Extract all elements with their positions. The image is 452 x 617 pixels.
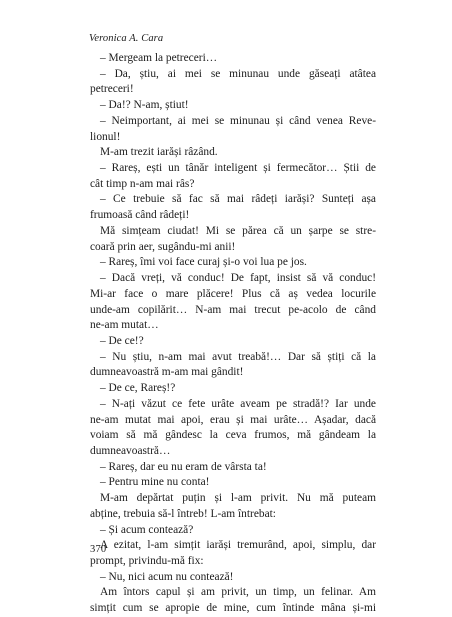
text-line: – De ce!? [100,334,144,347]
text-line: ne-am mutat mai apoi, erau și mai urâte… Așadar, dacă [90,413,376,426]
body-text [90,51,376,617]
text-line: – Da, știu, ai mei se minunau unde găseați atâtea [100,67,376,80]
text-line: M-am depărtat puțin și l-am privit. Nu mă puteam [100,492,376,505]
text-line: lionul! [90,130,121,143]
text-line: abține, trebuia să-l întreb! L-am întrebat: [90,507,276,520]
text-line: petreceri! [90,83,134,96]
text-line: voiam să mă gândesc la ceva frumos, mă gândeam la [90,429,376,442]
text-line: cât timp n-am mai râs? [90,177,195,190]
text-line: frumoasă când râdeți! [90,209,190,222]
text-line: – Rareș, ești un tânăr inteligent și fermecător… Știi de [100,162,376,175]
text-line: coară prin aer, sugându-mi anii! [90,240,236,253]
page-number: 370 [90,544,107,555]
text-line: – Neimportant, ai mei se minunau și când venea Reve- [100,114,376,127]
text-line: A ezitat, l-am simțit iarăși tremurând, apoi, simplu, dar [100,539,376,552]
text-line: – De ce, Rareș!? [100,382,176,395]
text-line: – Dacă vreți, vă conduc! De fapt, insist să vă conduc! [100,272,376,285]
text-line: ne-am mutat… [90,319,159,332]
text-line: – Nu, nici acum nu contează! [100,570,234,583]
text-line: Mi-ar face o mare plăcere! Plus că aș vedea locurile [90,287,376,300]
text-line: simțit cum se apropie de mine, cum întinde mâna și-mi [90,602,376,615]
text-line: M-am trezit iarăși râzând. [100,146,218,159]
text-line: unde-am copilărit… N-am mai trecut pe-acolo de când [90,303,376,316]
text-line: – Mergeam la petreceri… [100,52,218,64]
text-line: Mă simțeam ciudat! Mi se părea că un șarpe se stre- [100,224,376,237]
running-head: Veronica A. Cara [89,33,164,44]
text-line: – Rareș, dar eu nu eram de vârsta ta! [100,460,267,473]
text-line: – Ce trebuie să fac să mai râdeți iarăși? Sunteți așa [100,193,376,206]
text-line: – Pentru mine nu conta! [100,476,210,489]
text-line: prompt, privindu-mă fix: [90,555,204,567]
text-line: Am întors capul și am privit, un timp, un felinar. Am [100,586,376,599]
text-line: – Da!? N-am, știut! [100,99,189,112]
text-line: – N-ați văzut ce fete urâte aveam pe stradă!? Iar unde [100,397,376,410]
text-line: – Rareș, îmi voi face curaj și-o voi lua pe jos. [100,256,307,269]
text-line: – Și acum contează? [100,523,194,536]
text-line: dumneavoastră… [90,444,171,457]
text-line: dumneavoastră m-am mai gândit! [90,366,244,379]
text-line: – Nu știu, n-am mai avut treabă!… Dar să știți că la [100,350,376,363]
